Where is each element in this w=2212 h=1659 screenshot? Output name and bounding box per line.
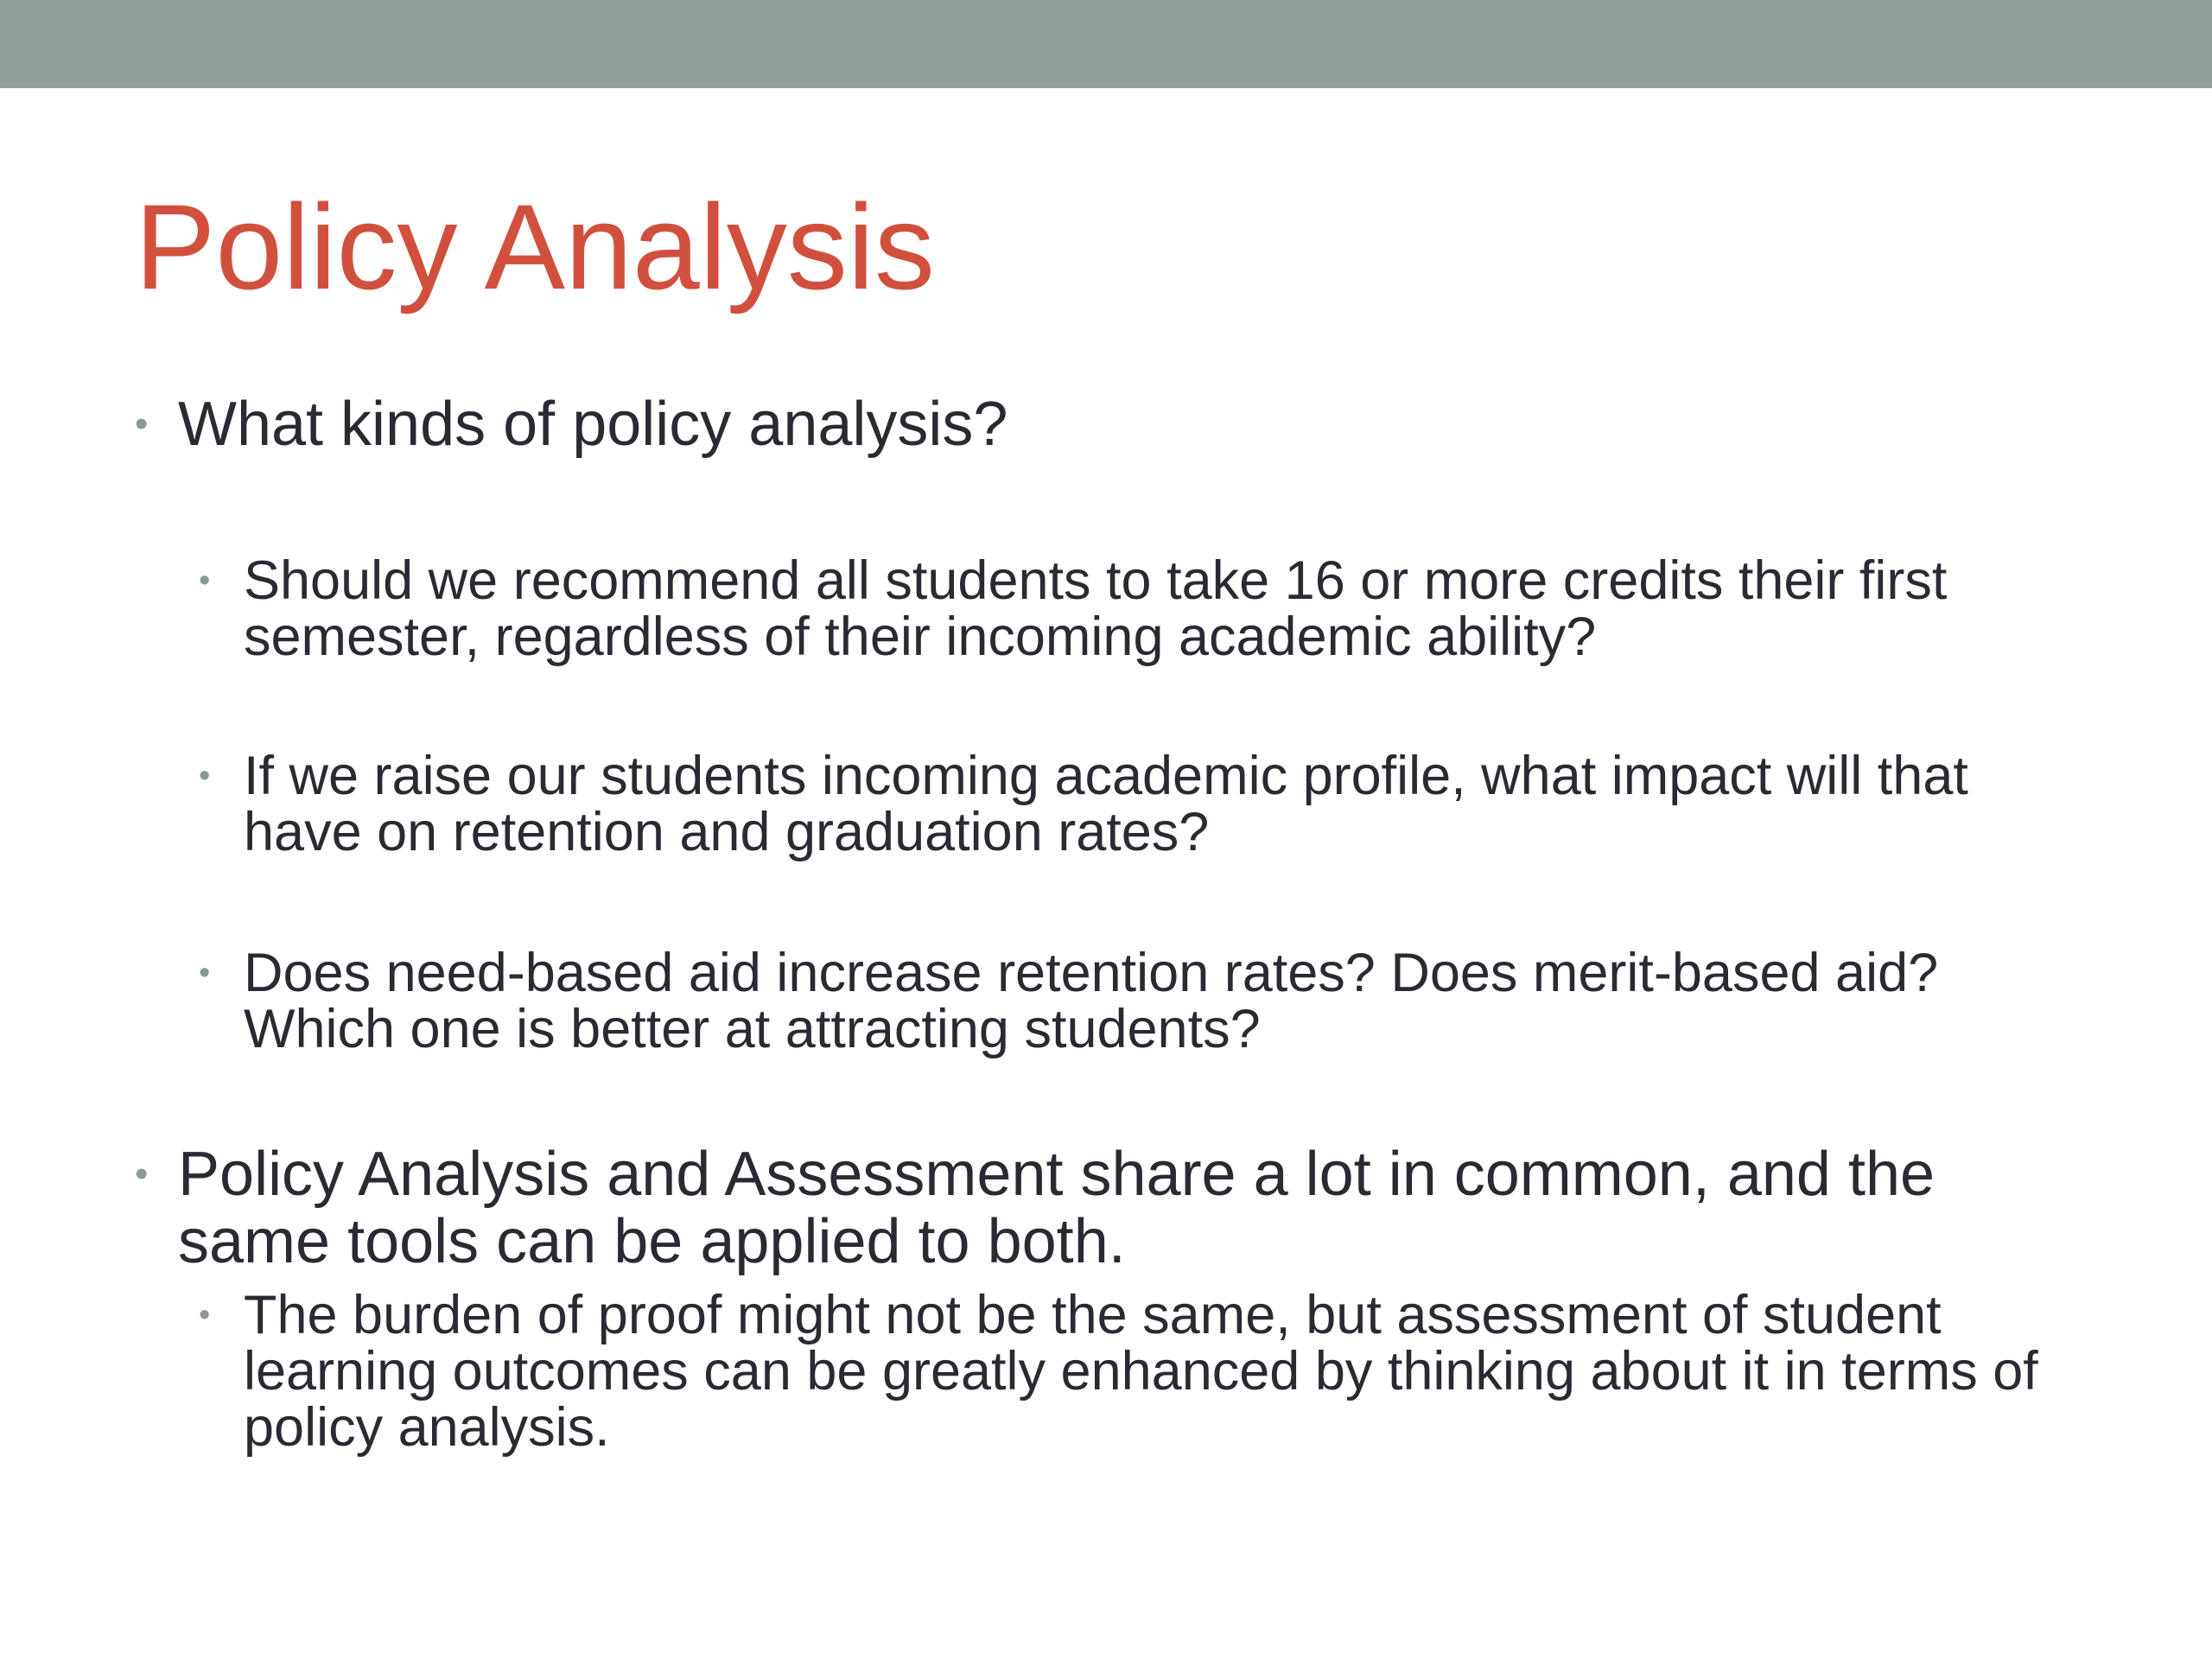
- sub-bullet-text: Should we recommend all students to take 16 or more credits their first semester, regardless of their incoming academic ability?: [244, 550, 1948, 667]
- bullet-text: Policy Analysis and Assessment share a lot in common, and the same tools can be applied to both.: [178, 1140, 1936, 1276]
- bullet-item-policy-analysis-kinds: [135, 390, 2079, 459]
- bullet-item-policy-vs-assessment: [135, 1140, 2027, 1276]
- bullet-marker: •: [199, 563, 211, 599]
- sub-bullet-text: The burden of proof might not be the same, but assessment of student learning outcomes can be greatly enhanced by thinking about it in terms of policy analysis.: [244, 1285, 2038, 1458]
- bullet-marker: •: [135, 1153, 149, 1195]
- top-decorative-band: [0, 0, 2212, 88]
- sub-bullet-text: If we raise our students incoming academic profile, what impact will that have on retention and graduation rates?: [244, 746, 1968, 862]
- sub-bullet-item-burden-of-proof: [199, 1285, 2110, 1458]
- bullet-text: What kinds of policy analysis?: [178, 390, 1008, 459]
- bullet-marker: •: [199, 758, 211, 794]
- bullet-marker: •: [199, 955, 211, 991]
- bullet-marker: •: [199, 1297, 211, 1333]
- bullet-marker: •: [135, 403, 149, 445]
- sub-bullet-text: Does need-based aid increase retention rates? Does merit-based aid? Which one is better at attracting students?: [244, 943, 1939, 1059]
- sub-bullet-item-academic-profile: [199, 746, 2024, 862]
- slide-title: Policy Analysis: [135, 179, 935, 315]
- sub-bullet-item-credits-recommendation: [199, 550, 2110, 667]
- sub-bullet-item-financial-aid: [199, 943, 2006, 1059]
